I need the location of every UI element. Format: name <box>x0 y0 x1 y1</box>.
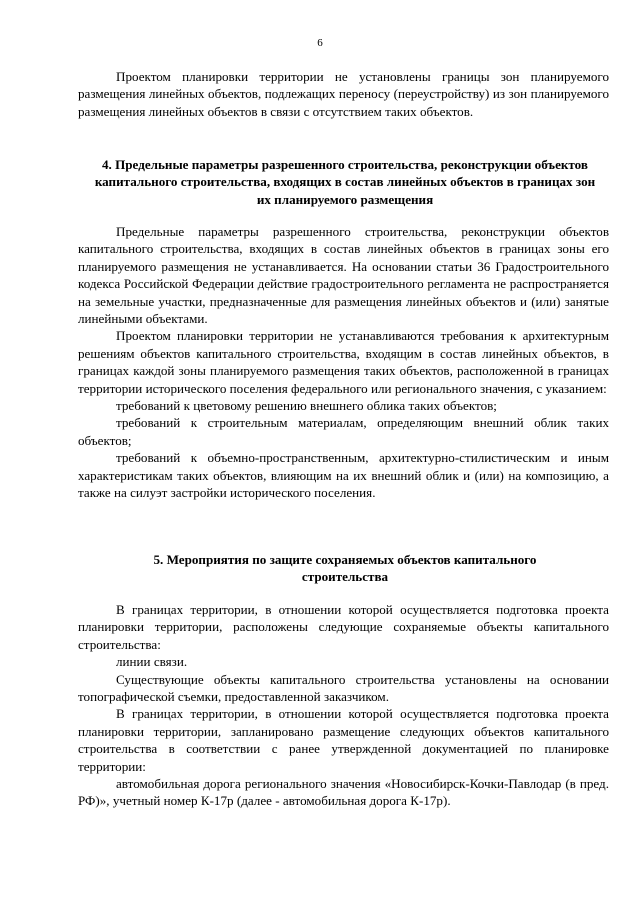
paragraph: В границах территории, в отношении которой осуществляется подготовка проекта планировки территории, запланировано размещение следующих объектов капитального строительства в соответствии с ранее утвержденной документацией по планировке территории: <box>78 706 609 774</box>
section-5-body <box>78 601 609 810</box>
paragraph: требований к строительным материалам, определяющим внешний облик таких объектов; <box>78 415 609 448</box>
intro-block <box>78 68 609 120</box>
section-4-heading-block <box>92 156 598 208</box>
paragraph: В границах территории, в отношении которой осуществляется подготовка проекта планировки территории, расположены следующие сохраняемые объекты капитального строительства: <box>78 602 609 652</box>
section-4-body <box>78 223 609 502</box>
paragraph: Существующие объекты капитального строительства установлены на основании топографической съемки, предоставленной заказчиком. <box>78 671 609 705</box>
paragraph: Проектом планировки территории не установлены границы зон планируемого размещения линейных объектов, подлежащих переносу (переустройству) из зон планируемого размещения линейных объектов в связи с отсутствием таких объектов. <box>78 69 609 119</box>
paragraph: требований к цветовому решению внешнего облика таких объектов; <box>116 398 497 414</box>
section-heading: 4. Предельные параметры разрешенного строительства, реконструкции объектов капитального строительства, входящих в состав линейных объектов в границах зон их планируемого размещения <box>94 157 596 207</box>
paragraph: Предельные параметры разрешенного строительства, реконструкции объектов капитального строительства, входящих в состав линейных объектов в границах зоны его планируемого размещения не устанавливается. На основании статьи 36 Градостроительного кодекса Российской Федерации действие градостроительного регламента не распространяется на земельные участки, предназначенные для размещения линейных объектов и (или) занятые линейными объектами. <box>78 224 609 327</box>
paragraph: Проектом планировки территории не устанавливаются требования к архитектурным решениям объектов капитального строительства, входящим в состав линейных объектов, в границах каждой зоны планируемого размещения таких объектов, расположенной в границах территории исторического поселения федерального или регионального значения, с указанием: <box>78 328 609 396</box>
section-5-heading-block <box>112 551 578 586</box>
paragraph: автомобильная дорога регионального значения «Новосибирск-Кочки-Павлодар (в пред. РФ)», учетный номер К-17р (далее - автомобильная дорога К-17р). <box>78 776 609 809</box>
section-heading: 5. Мероприятия по защите сохраняемых объектов капитального строительства <box>153 552 537 585</box>
page-number: 6 <box>317 37 323 49</box>
paragraph: требований к объемно-пространственным, архитектурно-стилистическим и иным характеристикам таких объектов, влияющим на их внешний облик и (или) на композицию, а также на силуэт застройки исторического поселения. <box>78 450 609 501</box>
paragraph: линии связи. <box>116 654 188 670</box>
